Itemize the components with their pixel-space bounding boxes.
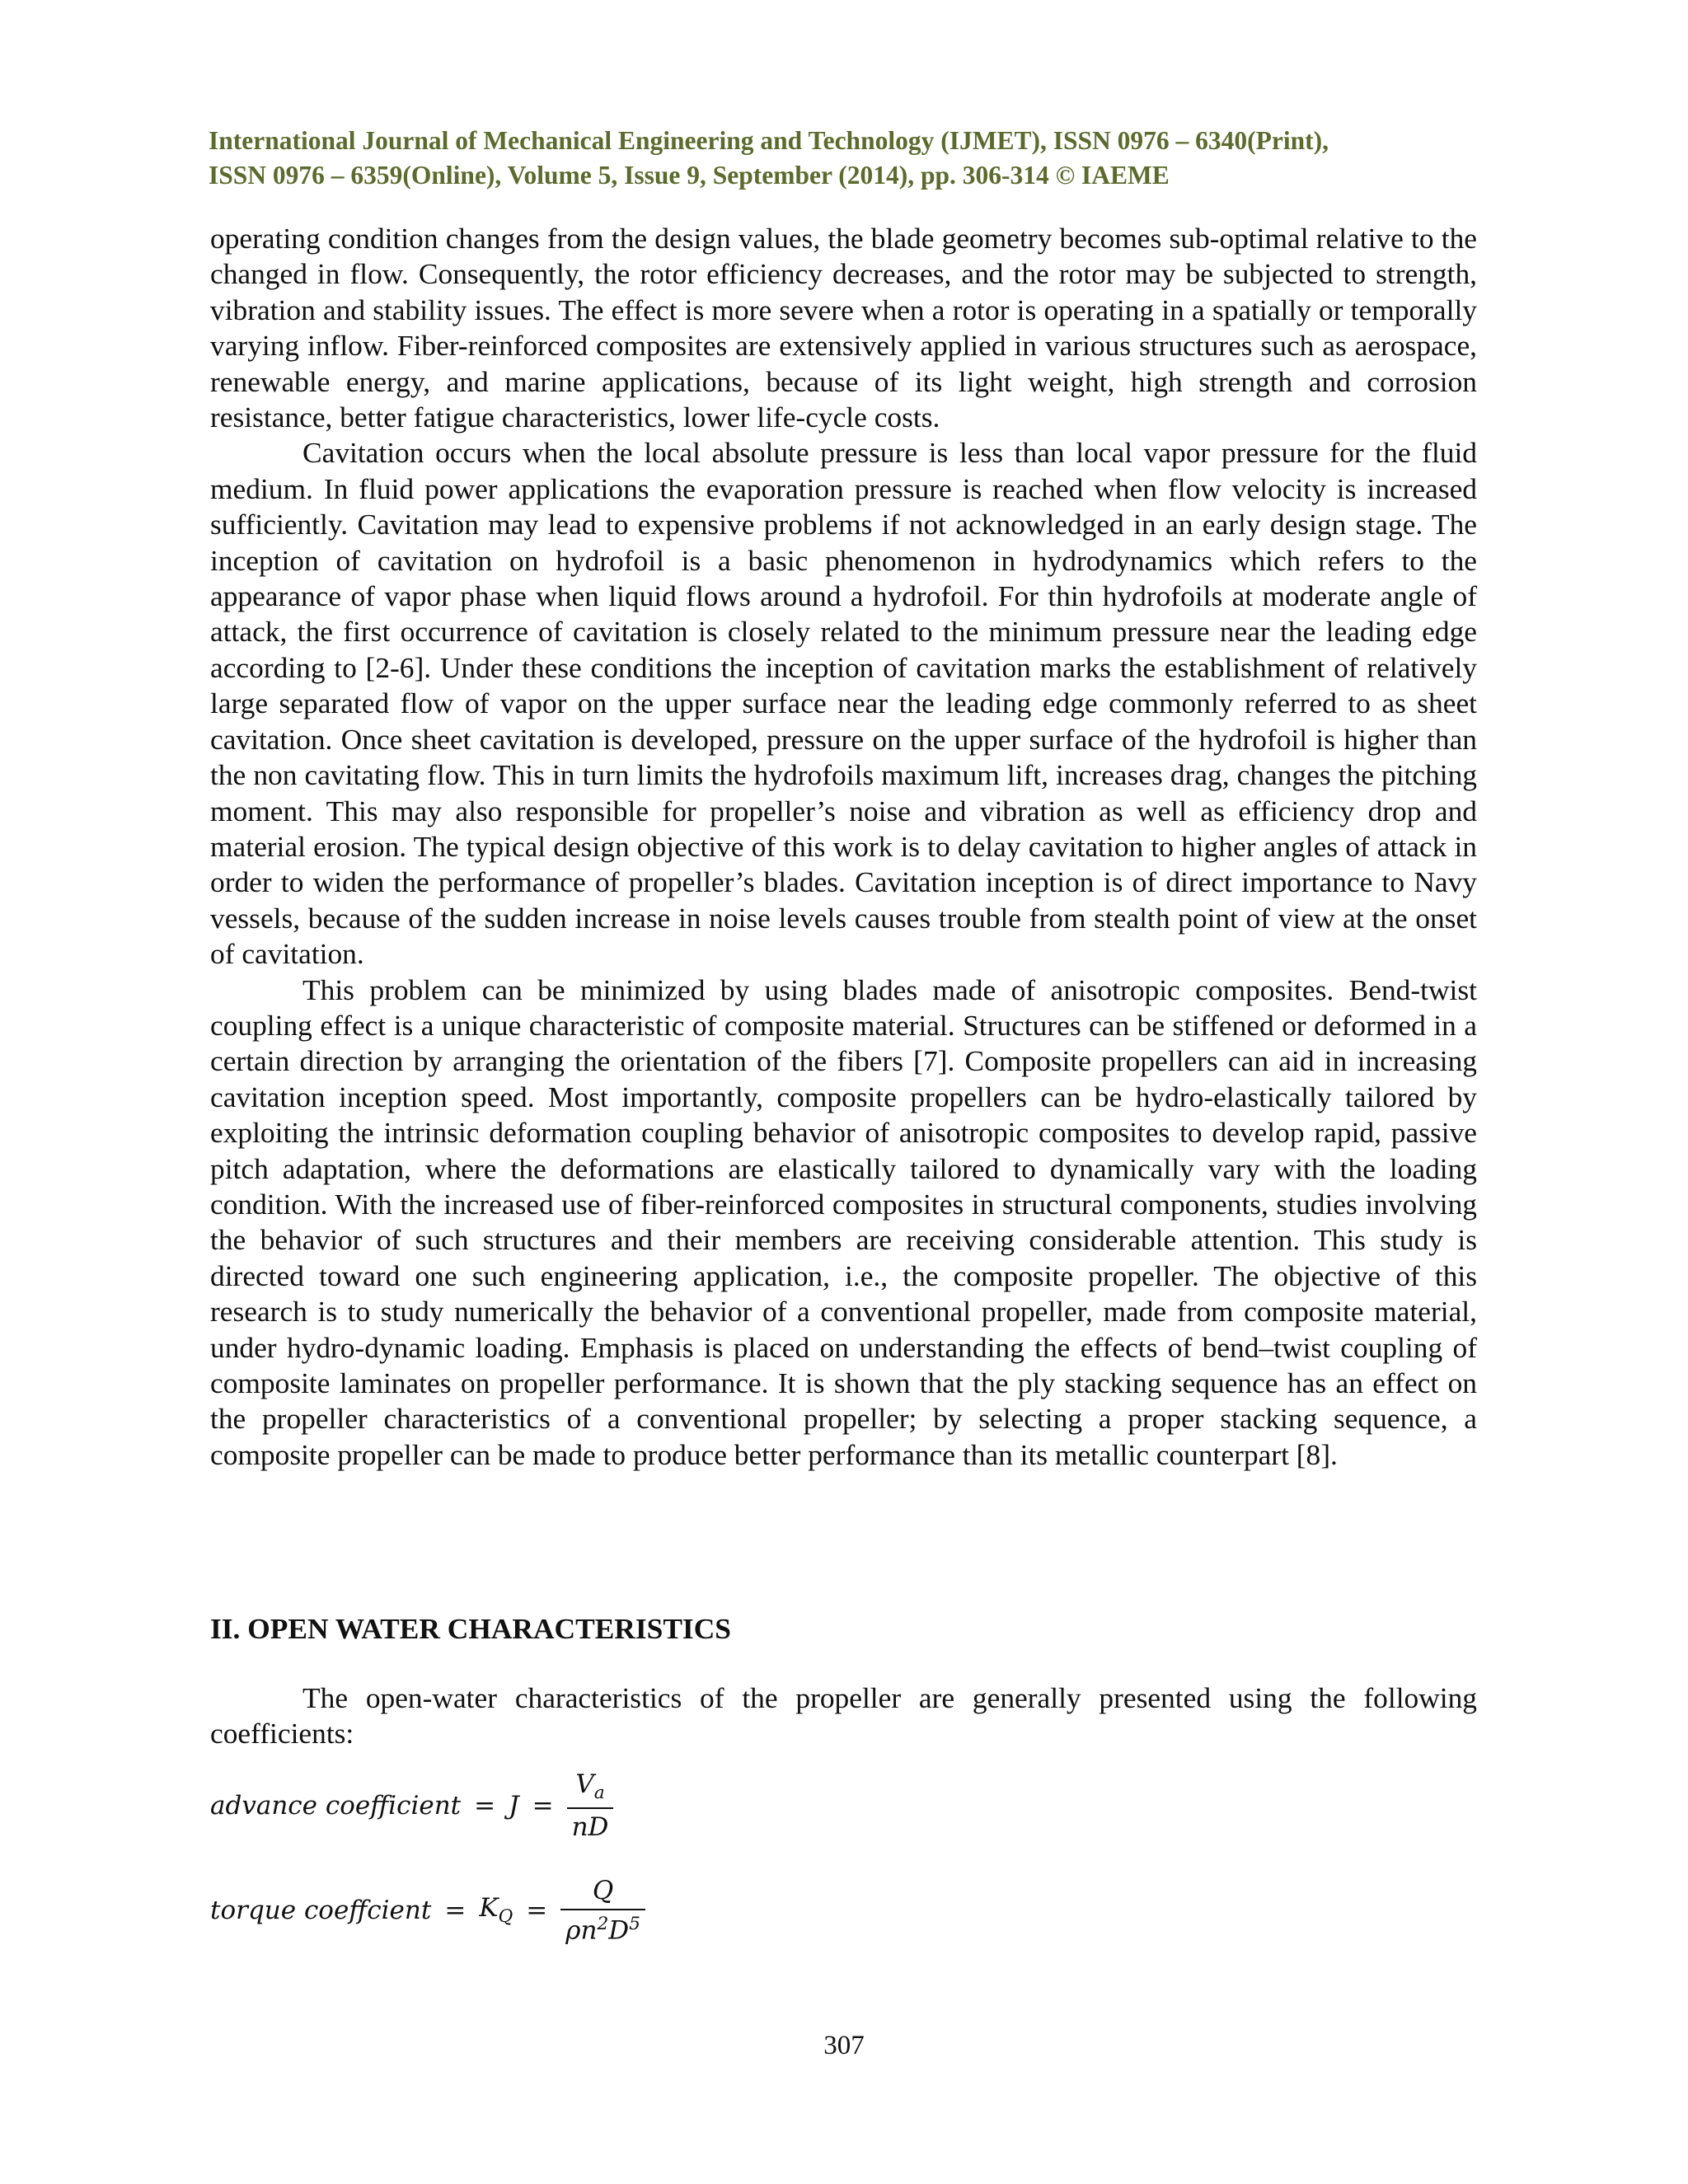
equals-sign: =	[474, 1791, 496, 1821]
equation-symbol: $K_Q$	[479, 1893, 513, 1928]
denominator: nD	[567, 1807, 614, 1842]
equals-sign: =	[444, 1896, 467, 1925]
equals-sign: =	[526, 1896, 548, 1925]
torque-coefficient-equation	[210, 1864, 645, 1957]
numerator: $V_a$	[575, 1769, 605, 1804]
equation-label: torque coeffcient	[210, 1896, 432, 1925]
page-number: 307	[823, 2031, 865, 2060]
journal-header-line-2: ISSN 0976 – 6359(Online), Volume 5, Issue 9, September (2014), pp. 306-314 © IAEME	[209, 161, 1170, 190]
journal-header-line-1: International Journal of Mechanical Engineering and Technology (IJMET), ISSN 0976 – 6340(Print),	[209, 126, 1329, 155]
equation-symbol: J	[509, 1791, 519, 1821]
section-heading: II. OPEN WATER CHARACTERISTICS	[210, 1612, 731, 1645]
equals-sign: =	[532, 1791, 554, 1821]
fraction	[560, 1876, 645, 1945]
equation-label: advance coefficient	[210, 1791, 462, 1821]
paragraph-continuation: operating condition changes from the design values, the blade geometry becomes sub-optimal relative to the changed in flow. Consequently, the rotor efficiency decreases, and the rotor may be subjected to strength, vibration and stability issues. The effect is more severe when a rotor is operating in a spatially or temporally varying inflow. Fiber-reinforced composites are extensively applied in various structures such as aerospace, renewable energy, and marine applications, because of its light weight, high strength and corrosion resistance, better fatigue characteristics, lower life-cycle costs.	[210, 222, 1477, 434]
denominator: $\rho n^2D^5$	[560, 1909, 645, 1945]
paragraph-cavitation: Cavitation occurs when the local absolute pressure is less than local vapor pressure for the fluid medium. In fluid power applications the evaporation pressure is reached when flow velocity is increased sufficiently. Cavitation may lead to expensive problems if not acknowledged in an early design stage. The inception of cavitation on hydrofoil is a basic phenomenon in hydrodynamics which refers to the appearance of vapor phase when liquid flows around a hydrofoil. For thin hydrofoils at moderate angle of attack, the first occurrence of cavitation is closely related to the minimum pressure near the leading edge according to [2-6]. Under these conditions the inception of cavitation marks the establishment of relatively large separated flow of vapor on the upper surface near the leading edge commonly referred to as sheet cavitation. Once sheet cavitation is developed, pressure on the upper surface of the hydrofoil is higher than the non cavitating flow. This in turn limits the hydrofoils maximum lift, increases drag, changes the pitching moment. This may also responsible for propeller’s noise and vibration as well as efficiency drop and material erosion. The typical design objective of this work is to delay cavitation to higher angles of attack in order to widen the performance of propeller’s blades. Cavitation inception is of direct importance to Navy vessels, because of the sudden increase in noise levels causes trouble from stealth point of view at the onset of cavitation.	[210, 436, 1477, 971]
advance-coefficient-equation	[210, 1760, 613, 1852]
numerator: Q	[592, 1875, 614, 1905]
body-text	[210, 221, 1477, 1473]
section-intro-paragraph: The open-water characteristics of the propeller are generally presented using the following coefficients:	[210, 1681, 1477, 1750]
fraction	[567, 1769, 614, 1841]
journal-header	[209, 124, 1478, 193]
paragraph-composites: This problem can be minimized by using blades made of anisotropic composites. Bend-twist coupling effect is a unique characteristic of composite material. Structures can be stiffened or deformed in a certain direction by arranging the orientation of the fibers [7]. Composite propellers can aid in increasing cavitation inception speed. Most importantly, composite propellers can be hydro-elastically tailored by exploiting the intrinsic deformation coupling behavior of anisotropic composites to develop rapid, passive pitch adaptation, where the deformations are elastically tailored to dynamically vary with the loading condition. With the increased use of fiber-reinforced composites in structural components, studies involving the behavior of such structures and their members are receiving considerable attention. This study is directed toward one such engineering application, i.e., the composite propeller. The objective of this research is to study numerically the behavior of a conventional propeller, made from composite material, under hydro-dynamic loading. Emphasis is placed on understanding the effects of bend–twist coupling of composite laminates on propeller performance. It is shown that the ply stacking sequence has an effect on the propeller characteristics of a conventional propeller; by selecting a proper stacking sequence, a composite propeller can be made to produce better performance than its metallic counterpart [8].	[210, 972, 1477, 1471]
